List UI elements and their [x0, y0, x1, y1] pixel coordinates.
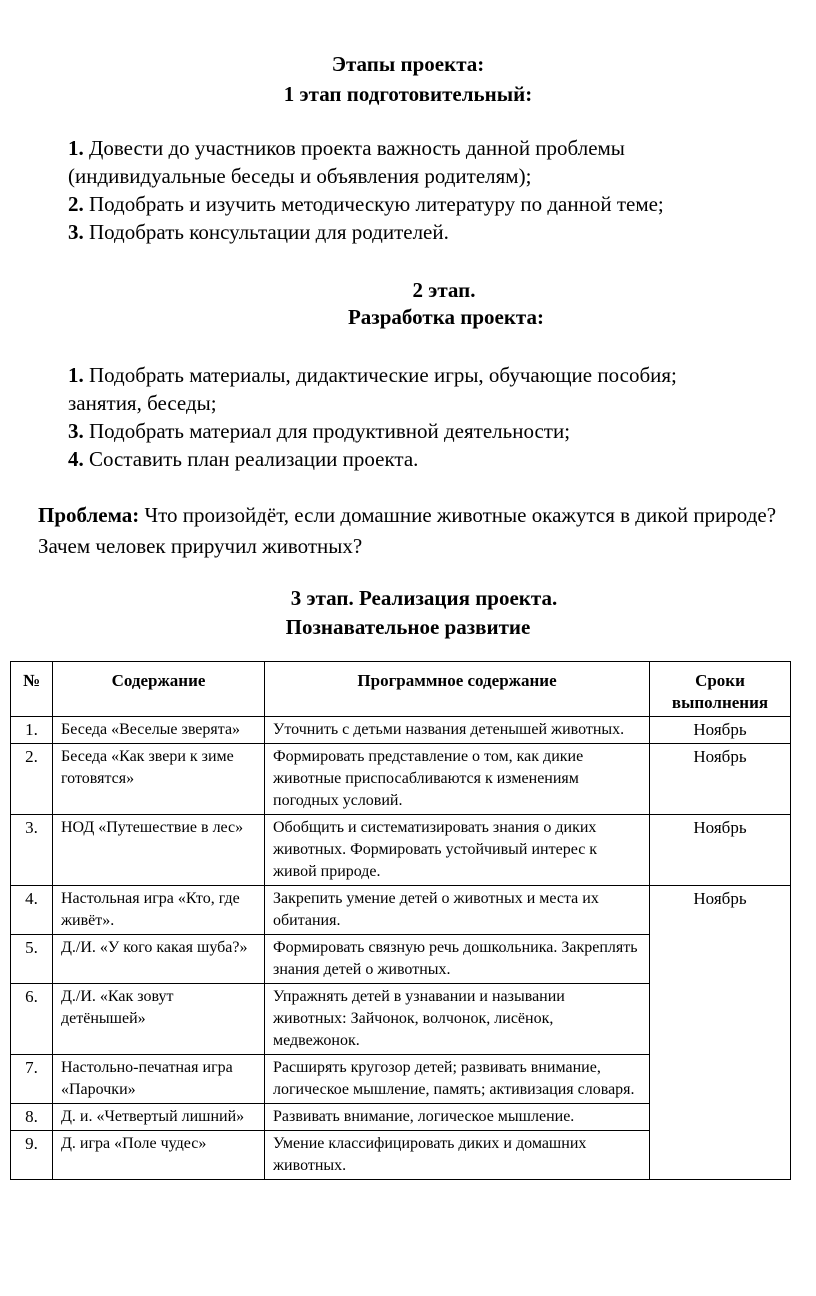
stage1-item-3	[68, 219, 449, 246]
item-text: (индивидуальные беседы и объявления родителям);	[68, 164, 532, 188]
stage2-item-3	[68, 418, 570, 445]
row-program: Обобщить и систематизировать знания о диких животных. Формировать устойчивый интерес к живой природе.	[265, 815, 650, 886]
table-row	[11, 717, 791, 744]
row-content: Беседа «Веселые зверята»	[53, 717, 265, 744]
stage2-item-1-cont	[68, 390, 217, 417]
stage2-item-1	[68, 362, 677, 389]
stage2-heading: 2 этап.	[412, 278, 476, 302]
row-number: 4.	[11, 886, 53, 935]
stage1-item-1-cont	[68, 163, 531, 190]
row-content: Настольная игра «Кто, где живёт».	[53, 886, 265, 935]
item-text: Составить план реализации проекта.	[83, 447, 419, 471]
row-content: Д. игра «Поле чудес»	[53, 1131, 265, 1180]
row-term: Ноябрь	[650, 815, 791, 886]
table-header-row	[11, 662, 791, 717]
plan-table	[10, 661, 791, 1180]
table-row	[11, 886, 791, 935]
row-term: Ноябрь	[650, 717, 791, 744]
item-number: 1.	[68, 363, 84, 387]
row-program: Формировать представление о том, как дикие животные приспосабливаются к изменениям погодных условий.	[265, 744, 650, 815]
problem-text: Что произойдёт, если домашние животные окажутся в дикой природе? Зачем человек приручил животных?	[38, 503, 777, 558]
row-number: 8.	[11, 1104, 53, 1131]
item-number: 1.	[68, 136, 84, 160]
row-content: Беседа «Как звери к зиме готовятся»	[53, 744, 265, 815]
row-number: 1.	[11, 717, 53, 744]
row-content: Д. и. «Четвертый лишний»	[53, 1104, 265, 1131]
stage1-heading: 1 этап подготовительный:	[283, 82, 533, 106]
row-content: Настольно-печатная игра «Парочки»	[53, 1055, 265, 1104]
stage1-item-2	[68, 191, 664, 218]
table-row	[11, 815, 791, 886]
column-header-number: №	[11, 662, 53, 717]
item-number: 3.	[68, 419, 84, 443]
stage2-item-4	[68, 446, 418, 473]
row-term-merged: Ноябрь	[650, 886, 791, 1180]
column-header-term: Сроки выполнения	[650, 662, 791, 717]
stage2-subheading: Разработка проекта:	[347, 305, 544, 329]
stage3-subheading: Познавательное развитие	[285, 615, 531, 639]
item-text: Подобрать материалы, дидактические игры, обучающие пособия;	[83, 363, 677, 387]
item-number: 2.	[68, 192, 84, 216]
column-header-content: Содержание	[53, 662, 265, 717]
item-text: Подобрать и изучить методическую литературу по данной теме;	[83, 192, 664, 216]
item-number: 4.	[68, 447, 84, 471]
row-content: Д./И. «Как зовут детёнышей»	[53, 984, 265, 1055]
stage1-item-1	[68, 135, 625, 162]
problem-label: Проблема:	[38, 503, 140, 527]
problem-statement	[38, 500, 813, 562]
row-number: 9.	[11, 1131, 53, 1180]
row-program: Умение классифицировать диких и домашних животных.	[265, 1131, 650, 1180]
row-number: 6.	[11, 984, 53, 1055]
row-program: Расширять кругозор детей; развивать внимание, логическое мышление, память; активизация словаря.	[265, 1055, 650, 1104]
row-program: Развивать внимание, логическое мышление.	[265, 1104, 650, 1131]
row-number: 3.	[11, 815, 53, 886]
stage3-heading: 3 этап. Реализация проекта.	[290, 586, 558, 610]
row-number: 5.	[11, 935, 53, 984]
row-term: Ноябрь	[650, 744, 791, 815]
row-number: 7.	[11, 1055, 53, 1104]
item-text: занятия, беседы;	[68, 391, 217, 415]
row-program: Уточнить с детьми названия детенышей животных.	[265, 717, 650, 744]
row-program: Закрепить умение детей о животных и места их обитания.	[265, 886, 650, 935]
row-program: Упражнять детей в узнавании и назывании животных: Зайчонок, волчонок, лисёнок, медвежонок.	[265, 984, 650, 1055]
item-text: Подобрать материал для продуктивной деятельности;	[83, 419, 571, 443]
table-row	[11, 744, 791, 815]
item-text: Довести до участников проекта важность данной проблемы	[83, 136, 625, 160]
item-number: 3.	[68, 220, 84, 244]
item-text: Подобрать консультации для родителей.	[83, 220, 449, 244]
page-title: Этапы проекта:	[331, 52, 485, 76]
row-content: Д./И. «У кого какая шуба?»	[53, 935, 265, 984]
column-header-program: Программное содержание	[265, 662, 650, 717]
row-program: Формировать связную речь дошкольника. Закреплять знания детей о животных.	[265, 935, 650, 984]
row-content: НОД «Путешествие в лес»	[53, 815, 265, 886]
row-number: 2.	[11, 744, 53, 815]
